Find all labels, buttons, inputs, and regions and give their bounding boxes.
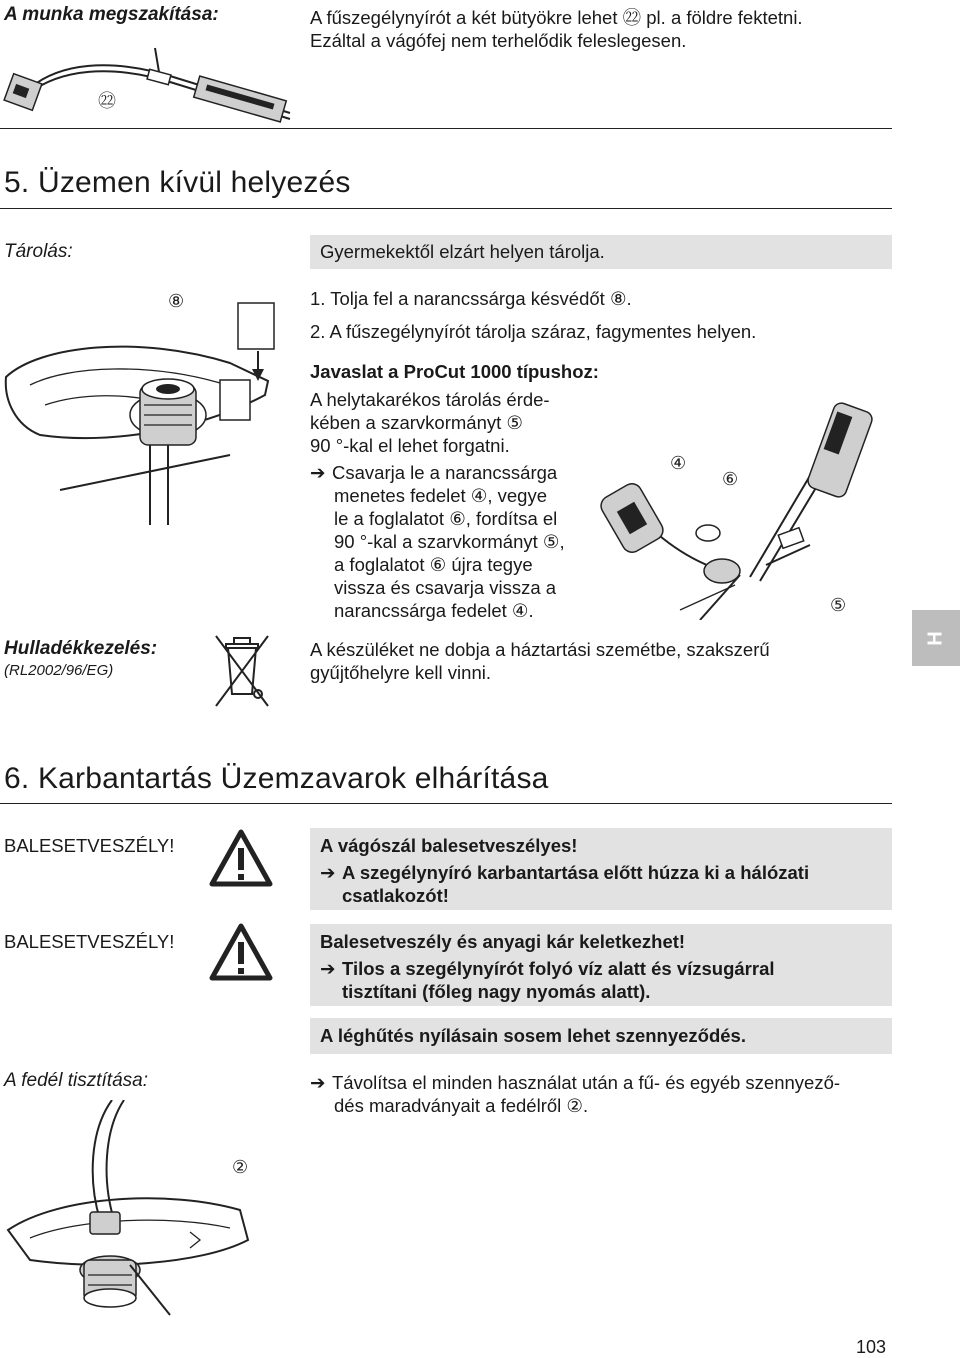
warning-icon: [208, 922, 274, 982]
storage-step-1: 1. Tolja fel a narancssárga késvédőt ⑧.: [310, 288, 632, 309]
cover-cleaning-illustration: [0, 1100, 280, 1320]
proposal-line-3: 90 °-kal el lehet forgatni.: [310, 435, 510, 456]
proposal-arrow-line-1: ➔ Csavarja le a narancssárga: [310, 462, 558, 483]
trimmer-resting-illustration: [0, 38, 300, 128]
proposal-arrow-line-7: narancssárga fedelet ④.: [334, 600, 534, 621]
proposal-arrow-line-3: le a foglalatot ⑥, fordítsa el: [334, 508, 558, 529]
section-5-title: 5. Üzemen kívül helyezés: [4, 166, 351, 199]
interrupt-text-1: A fűszegélynyírót a két bütyökre lehet ㉒ pl. a földre fektetni.: [310, 7, 803, 28]
waste-text-1: A készüléket ne dobja a háztartási szemétbe, szakszerű: [310, 639, 770, 660]
proposal-line-2: kében a szarvkormányt ⑤: [310, 412, 523, 433]
danger-2-line-1: ➔ Tilos a szegélynyírót folyó víz alatt és vízsugárral: [320, 958, 775, 979]
proposal-arrow-line-4: 90 °-kal a szarvkormányt ⑤,: [334, 531, 565, 552]
section-5-rule: [0, 208, 892, 209]
cover-label: A fedél tisztítása:: [4, 1070, 148, 1091]
proposal-arrow-line-2: menetes fedelet ④, vegye: [334, 485, 548, 506]
figure-number-4: [670, 450, 694, 474]
blade-guard-illustration: [0, 285, 300, 525]
svg-text:②: ②: [232, 1157, 249, 1178]
proposal-arrow-line-5: a foglalatot ⑥ újra tegye: [334, 554, 533, 575]
figure-number-2: [232, 1154, 256, 1178]
handle-rotation-illustration: [580, 395, 880, 620]
svg-text:⑥: ⑥: [722, 469, 739, 490]
waste-directive: (RL2002/96/EG): [4, 662, 114, 679]
figure-number-5: [830, 592, 854, 616]
danger-2-line-2: tisztítani (főleg nagy nyomás alatt).: [342, 981, 651, 1002]
waste-text-2: gyűjtőhelyre kell vinni.: [310, 662, 491, 683]
danger-2-label: BALESETVESZÉLY!: [4, 931, 175, 952]
danger-1-line-1: ➔ A szegélynyíró karbantartása előtt húzza ki a hálózati: [320, 862, 810, 883]
section-6-rule: [0, 803, 892, 804]
svg-text:④: ④: [670, 453, 687, 474]
interrupt-label: A munka megszakítása:: [4, 4, 219, 25]
storage-label: Tárolás:: [4, 241, 73, 262]
air-note: A léghűtés nyílásain sosem lehet szennyeződés.: [320, 1025, 746, 1046]
figure-number-22: [98, 88, 122, 112]
cover-line-1: ➔ Távolítsa el minden használat után a fű- és egyéb szennyező-: [310, 1072, 841, 1093]
proposal-arrow-line-6: vissza és csavarja vissza a: [334, 577, 557, 598]
svg-text:⑧: ⑧: [168, 291, 185, 312]
danger-1-label: BALESETVESZÉLY!: [4, 835, 175, 856]
arrow-icon: ➔: [310, 462, 326, 483]
storage-step-2: 2. A fűszegélynyírót tárolja száraz, fagymentes helyen.: [310, 321, 757, 342]
svg-text:㉒: ㉒: [98, 91, 116, 112]
warning-icon: [208, 828, 274, 888]
danger-2-title: Balesetveszély és anyagi kár keletkezhet!: [320, 931, 686, 952]
svg-text:⑤: ⑤: [830, 595, 847, 616]
page-number: 103: [856, 1337, 887, 1357]
figure-number-6: [722, 466, 746, 490]
danger-1-line-2: csatlakozót!: [342, 885, 449, 906]
language-tab: H: [912, 610, 960, 666]
proposal-line-1: A helytakarékos tárolás érde-: [310, 389, 550, 410]
proposal-title: Javaslat a ProCut 1000 típushoz:: [310, 361, 599, 382]
arrow-icon: ➔: [320, 862, 336, 883]
arrow-icon: ➔: [310, 1072, 326, 1093]
storage-box: Gyermekektől elzárt helyen tárolja.: [310, 235, 892, 269]
danger-1-title: A vágószál balesetveszélyes!: [320, 835, 578, 856]
cover-line-2: dés maradványait a fedélről ②.: [334, 1095, 589, 1116]
waste-label: Hulladékkezelés:: [4, 638, 158, 659]
divider: [0, 128, 892, 129]
interrupt-text-2: Ezáltal a vágófej nem terhelődik feleslegesen.: [310, 30, 687, 51]
section-6-title: 6. Karbantartás Üzemzavarok elhárítása: [4, 762, 549, 795]
crossed-bin-icon: [212, 632, 272, 710]
arrow-icon: ➔: [320, 958, 336, 979]
figure-number-8: [168, 288, 192, 312]
